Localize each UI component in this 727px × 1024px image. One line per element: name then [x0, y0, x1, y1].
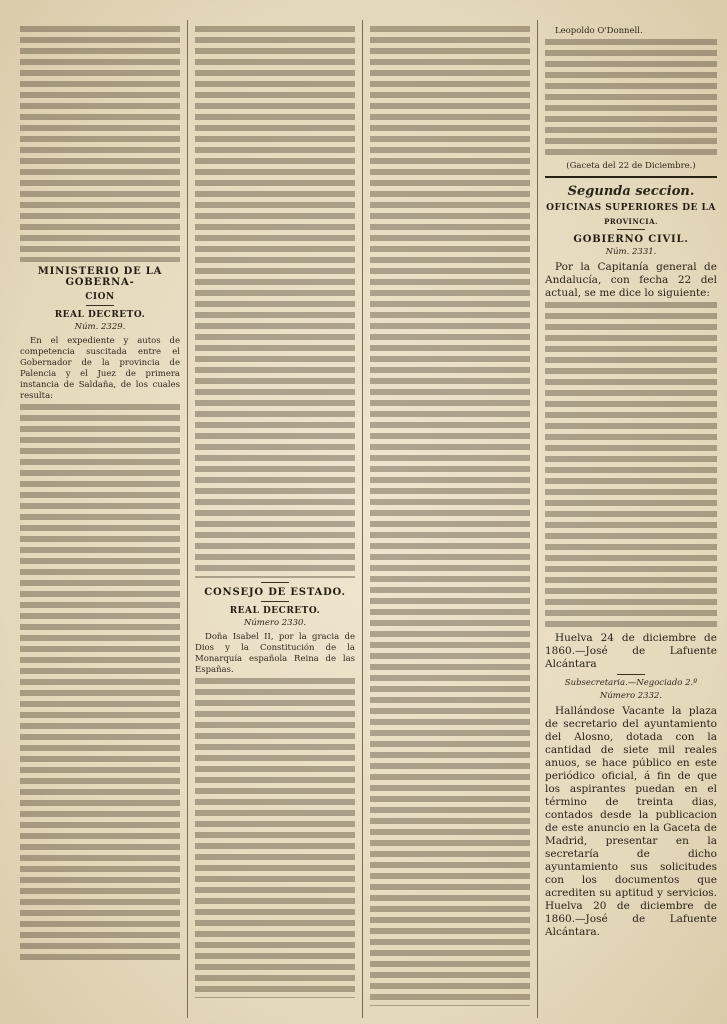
- subsec-number: Número 2332.: [599, 691, 663, 701]
- decree-number: Número 2330.: [243, 618, 307, 628]
- column-rule: [187, 20, 188, 1018]
- decree-heading: REAL DECRETO.: [54, 310, 146, 320]
- intro-paragraph: Doña Isabel II, por la gracia de Dios y la Constitución de la Monarquía española Reina de las Españas.: [195, 632, 355, 675]
- body-text-block: [20, 26, 180, 262]
- ministry-title-cont: CION: [85, 292, 115, 302]
- column-rule: [537, 20, 538, 1018]
- top-signature: Leopoldo O'Donnell.: [555, 26, 643, 36]
- signature: Huelva 24 de diciembre de 1860.—José de Lafuente Alcántara: [545, 632, 717, 670]
- divider: [617, 229, 645, 230]
- gazette-reference: (Gaceta del 22 de Diciembre.): [566, 161, 696, 171]
- decree-heading: REAL DECRETO.: [229, 606, 321, 616]
- body-text-block: [195, 26, 355, 578]
- decree-number: Núm. 2329.: [74, 322, 126, 332]
- column-rule: [362, 20, 363, 1018]
- section-rule: [545, 176, 717, 178]
- column-4: [545, 26, 717, 1016]
- intro-paragraph: En el expediente y autos de competencia suscitada entre el Gobernador de la provincia de Palencia y el Juez de primera instancia de Saldaña, de los cuales resulta:: [20, 336, 180, 401]
- offices-subtitle: PROVINCIA.: [604, 217, 658, 226]
- ministry-title: MINISTERIO DE LA GOBERNA-: [37, 266, 163, 288]
- body-text-block: [545, 39, 717, 157]
- divider: [261, 582, 289, 583]
- column-1: [20, 26, 180, 1016]
- column-2: [195, 26, 355, 1016]
- divider: [261, 601, 289, 602]
- body-text-block: [370, 26, 530, 1006]
- divider: [617, 674, 645, 675]
- government-intro: Por la Capitanía general de Andalucía, con fecha 22 del actual, se me dice lo siguiente:: [545, 261, 717, 299]
- government-number: Núm. 2331.: [605, 247, 657, 257]
- government-title: GOBIERNO CIVIL.: [573, 234, 689, 245]
- vacancy-notice: Hallándose Vacante la plaza de secretario del ayuntamiento del Alosno, dotada con la cantidad de siete mil reales anuos, se hace público en este periódico oficial, á fin de que los aspirantes puedan en el término de treinta dias, contados desde la publicacion de este anuncio en la Gaceta de Madrid, presentar en la secretaría de dicho ayuntamiento sus solicitudes con los documentos que acrediten su aptitud y servicios. Huelva 20 de diciembre de 1860.—José de Lafuente Alcántara.: [545, 705, 717, 938]
- section-title: Segunda seccion.: [567, 184, 695, 199]
- subsecretaria-line: Subsecretaria.—Negociado 2.º: [564, 678, 698, 688]
- body-text-block: [20, 404, 180, 964]
- council-title: CONSEJO DE ESTADO.: [204, 587, 346, 598]
- offices-title: OFICINAS SUPERIORES DE LA: [546, 203, 716, 213]
- body-text-block: [545, 302, 717, 628]
- column-3: [370, 26, 530, 1016]
- body-text-block: [195, 678, 355, 998]
- divider: [86, 305, 114, 306]
